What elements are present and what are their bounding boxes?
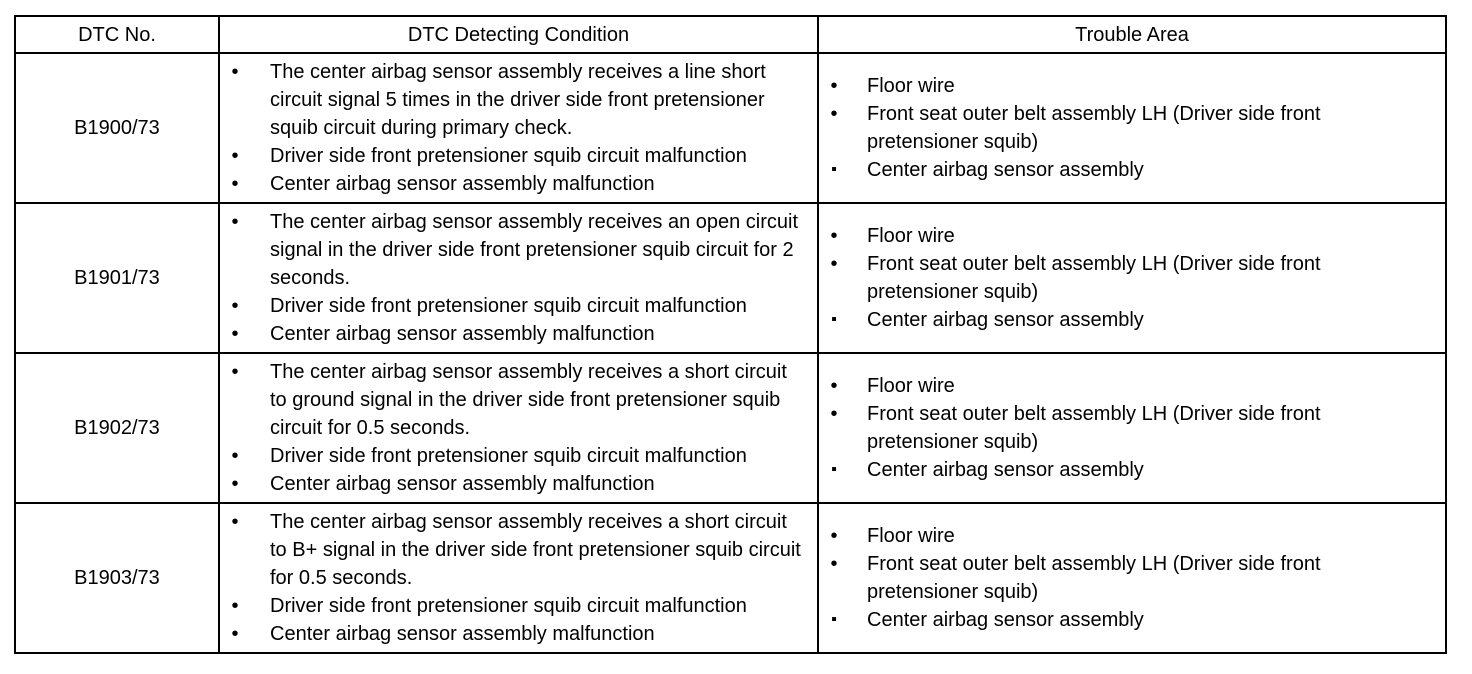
list-item: [819, 222, 1445, 250]
list-item: [819, 606, 1445, 634]
header-trouble-area: Trouble Area: [818, 16, 1446, 53]
list-item: [220, 470, 817, 498]
bullet-icon: •: [231, 623, 239, 645]
bullet-icon: •: [231, 173, 239, 195]
square-bullet-icon: ▪: [831, 161, 837, 178]
dtc-code: B1903/73: [15, 503, 219, 653]
condition-text: Center airbag sensor assembly malfunction: [270, 473, 655, 495]
bullet-icon: •: [830, 553, 838, 575]
trouble-area-text: Center airbag sensor assembly: [867, 159, 1144, 181]
bullet-icon: •: [231, 145, 239, 167]
condition-text: Driver side front pretensioner squib circuit malfunction: [270, 595, 747, 617]
list-item: [220, 442, 817, 470]
condition-list: [220, 208, 817, 348]
trouble-area-text: Front seat outer belt assembly LH (Driver side front pretensioner squib): [867, 403, 1321, 453]
bullet-icon: •: [830, 403, 838, 425]
list-item: [819, 250, 1445, 306]
condition-text: Driver side front pretensioner squib circuit malfunction: [270, 145, 747, 167]
header-detecting-condition: DTC Detecting Condition: [219, 16, 818, 53]
condition-text: Center airbag sensor assembly malfunction: [270, 623, 655, 645]
dtc-code: B1901/73: [15, 203, 219, 353]
list-item: [220, 292, 817, 320]
trouble-area-text: Floor wire: [867, 225, 955, 247]
bullet-icon: •: [231, 511, 239, 533]
bullet-icon: •: [830, 525, 838, 547]
square-bullet-icon: ▪: [831, 311, 837, 328]
trouble-area-text: Floor wire: [867, 75, 955, 97]
bullet-icon: •: [231, 361, 239, 383]
dtc-code: B1902/73: [15, 353, 219, 503]
condition-text: The center airbag sensor assembly receives a short circuit to B+ signal in the driver side front pretensioner squib circuit for 0.5 seconds.: [270, 511, 801, 589]
dtc-code: B1900/73: [15, 53, 219, 203]
trouble-area-list: [819, 222, 1445, 334]
list-item: [819, 100, 1445, 156]
trouble-area-text: Center airbag sensor assembly: [867, 459, 1144, 481]
list-item: [220, 58, 817, 142]
bullet-icon: •: [231, 323, 239, 345]
trouble-area-text: Front seat outer belt assembly LH (Driver side front pretensioner squib): [867, 103, 1321, 153]
list-item: [220, 142, 817, 170]
list-item: [220, 170, 817, 198]
bullet-icon: •: [830, 225, 838, 247]
condition-cell: [219, 203, 818, 353]
list-item: [819, 550, 1445, 606]
bullet-icon: •: [231, 595, 239, 617]
bullet-icon: •: [830, 375, 838, 397]
trouble-area-list: [819, 72, 1445, 184]
condition-text: Driver side front pretensioner squib circuit malfunction: [270, 445, 747, 467]
condition-cell: [219, 53, 818, 203]
bullet-icon: •: [830, 75, 838, 97]
condition-text: Driver side front pretensioner squib circuit malfunction: [270, 295, 747, 317]
header-row: [15, 16, 1446, 53]
condition-list: [220, 58, 817, 198]
table-row: [15, 53, 1446, 203]
trouble-area-cell: [818, 203, 1446, 353]
list-item: [819, 72, 1445, 100]
condition-list: [220, 508, 817, 648]
condition-cell: [219, 353, 818, 503]
trouble-area-list: [819, 522, 1445, 634]
list-item: [819, 306, 1445, 334]
list-item: [220, 208, 817, 292]
list-item: [220, 320, 817, 348]
list-item: [819, 400, 1445, 456]
trouble-area-text: Front seat outer belt assembly LH (Driver side front pretensioner squib): [867, 253, 1321, 303]
table-row: [15, 203, 1446, 353]
trouble-area-text: Center airbag sensor assembly: [867, 609, 1144, 631]
bullet-icon: •: [231, 211, 239, 233]
trouble-area-text: Floor wire: [867, 375, 955, 397]
bullet-icon: •: [231, 61, 239, 83]
list-item: [220, 508, 817, 592]
condition-cell: [219, 503, 818, 653]
bullet-icon: •: [231, 473, 239, 495]
bullet-icon: •: [830, 253, 838, 275]
bullet-icon: •: [231, 445, 239, 467]
condition-text: Center airbag sensor assembly malfunction: [270, 173, 655, 195]
condition-text: The center airbag sensor assembly receives a line short circuit signal 5 times in the driver side front pretensioner squib circuit during primary check.: [270, 61, 766, 139]
list-item: [819, 456, 1445, 484]
condition-text: The center airbag sensor assembly receives a short circuit to ground signal in the driver side front pretensioner squib circuit for 0.5 seconds.: [270, 361, 787, 439]
condition-text: Center airbag sensor assembly malfunction: [270, 323, 655, 345]
trouble-area-text: Center airbag sensor assembly: [867, 309, 1144, 331]
bullet-icon: •: [830, 103, 838, 125]
condition-list: [220, 358, 817, 498]
list-item: [220, 358, 817, 442]
list-item: [819, 372, 1445, 400]
trouble-area-text: Front seat outer belt assembly LH (Driver side front pretensioner squib): [867, 553, 1321, 603]
condition-text: The center airbag sensor assembly receives an open circuit signal in the driver side front pretensioner squib circuit for 2 seconds.: [270, 211, 799, 289]
list-item: [819, 522, 1445, 550]
trouble-area-text: Floor wire: [867, 525, 955, 547]
list-item: [220, 592, 817, 620]
dtc-table: [14, 15, 1447, 654]
list-item: [220, 620, 817, 648]
table-row: [15, 353, 1446, 503]
header-dtc-no: DTC No.: [15, 16, 219, 53]
list-item: [819, 156, 1445, 184]
trouble-area-cell: [818, 503, 1446, 653]
trouble-area-cell: [818, 353, 1446, 503]
trouble-area-list: [819, 372, 1445, 484]
trouble-area-cell: [818, 53, 1446, 203]
square-bullet-icon: ▪: [831, 461, 837, 478]
table-row: [15, 503, 1446, 653]
bullet-icon: •: [231, 295, 239, 317]
square-bullet-icon: ▪: [831, 611, 837, 628]
